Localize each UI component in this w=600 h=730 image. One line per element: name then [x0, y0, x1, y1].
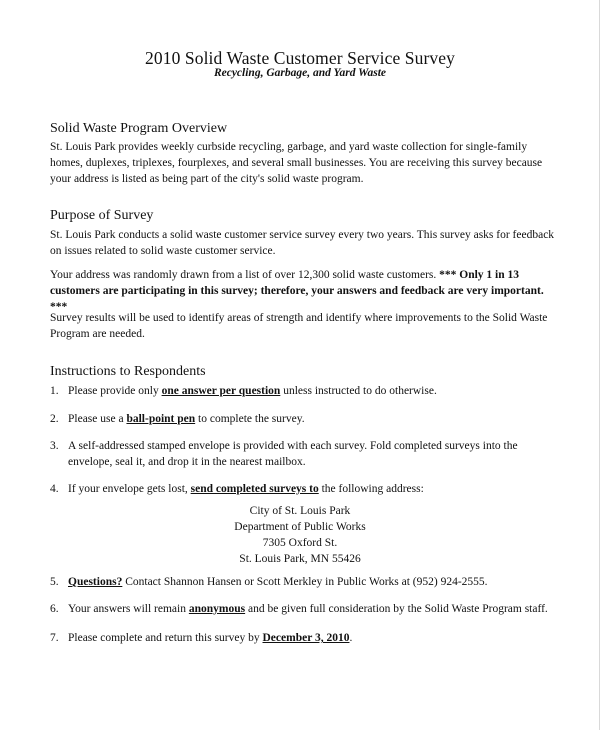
purpose-paragraph-3: Survey results will be used to identify areas of strength and identify where improvements to the Solid Waste Program are needed.	[50, 312, 548, 340]
address-line-3: 7305 Oxford St.	[262, 537, 338, 549]
purpose-heading: Purpose of Survey	[50, 208, 154, 223]
item-emphasis: Questions?	[68, 576, 123, 588]
item-text: Your answers will remain	[68, 603, 189, 615]
purpose-p2-emphasis: *** Only 1 in 13 customers are participating in this survey; therefore, your answers and feedback are very important. ***	[50, 269, 544, 313]
item-emphasis: December 3, 2010	[262, 632, 350, 644]
item-text: unless instructed to do otherwise.	[280, 385, 437, 397]
instruction-item-5	[50, 574, 560, 590]
overview-paragraph: St. Louis Park provides weekly curbside recycling, garbage, and yard waste collection for single-family homes, duplexes, triplexes, fourplexes, and several small businesses. You are receiving this survey because your address is listed as being part of the city's solid waste program.	[50, 141, 543, 185]
address-line-2: Department of Public Works	[234, 521, 366, 533]
address-line-4: St. Louis Park, MN 55426	[239, 553, 361, 565]
item-emphasis: anonymous	[188, 603, 246, 615]
instruction-item-7	[50, 630, 560, 646]
item-text: Please use a	[68, 413, 127, 425]
instruction-item-6	[50, 601, 560, 617]
purpose-p2-text: Your address was randomly drawn from a list of over 12,300 solid waste customers.	[50, 269, 440, 281]
item-number: 5.	[50, 576, 59, 588]
item-number: 3.	[50, 440, 59, 452]
purpose-paragraph-2	[50, 267, 560, 315]
item-text: If your envelope gets lost,	[68, 483, 191, 495]
item-number: 1.	[50, 385, 59, 397]
item-text: Please complete and return this survey by	[68, 632, 263, 644]
item-text: Contact Shannon Hansen or Scott Merkley in Public Works at (952) 924-2555.	[122, 576, 488, 588]
item-text: the following address:	[318, 483, 424, 495]
instruction-item-1	[50, 383, 560, 399]
item-text: A self-addressed stamped envelope is provided with each survey. Fold completed surveys into the envelope, seal it, and drop it in the nearest mailbox.	[68, 440, 518, 468]
overview-heading: Solid Waste Program Overview	[50, 121, 228, 136]
item-number: 4.	[50, 483, 59, 495]
mailing-address	[0, 503, 600, 567]
purpose-paragraph-1: St. Louis Park conducts a solid waste customer service survey every two years. This survey asks for feedback on issues related to solid waste customer service.	[50, 229, 555, 257]
instruction-item-3	[50, 438, 560, 470]
document-title: 2010 Solid Waste Customer Service Survey	[145, 48, 455, 68]
item-text: Please provide only	[68, 385, 162, 397]
item-text: and be given full consideration by the Solid Waste Program staff.	[245, 603, 548, 615]
item-emphasis: ball-point pen	[126, 413, 196, 425]
item-number: 2.	[50, 413, 59, 425]
item-emphasis: send completed surveys to	[190, 483, 319, 495]
item-emphasis: one answer per question	[161, 385, 281, 397]
document-subtitle: Recycling, Garbage, and Yard Waste	[213, 67, 387, 79]
instruction-item-4	[50, 481, 560, 497]
instruction-item-2	[50, 411, 560, 427]
instructions-heading: Instructions to Respondents	[50, 364, 206, 379]
item-number: 6.	[50, 603, 59, 615]
address-line-1: City of St. Louis Park	[249, 505, 351, 517]
item-number: 7.	[50, 632, 59, 644]
item-text: .	[349, 632, 353, 644]
item-text: to complete the survey.	[195, 413, 305, 425]
